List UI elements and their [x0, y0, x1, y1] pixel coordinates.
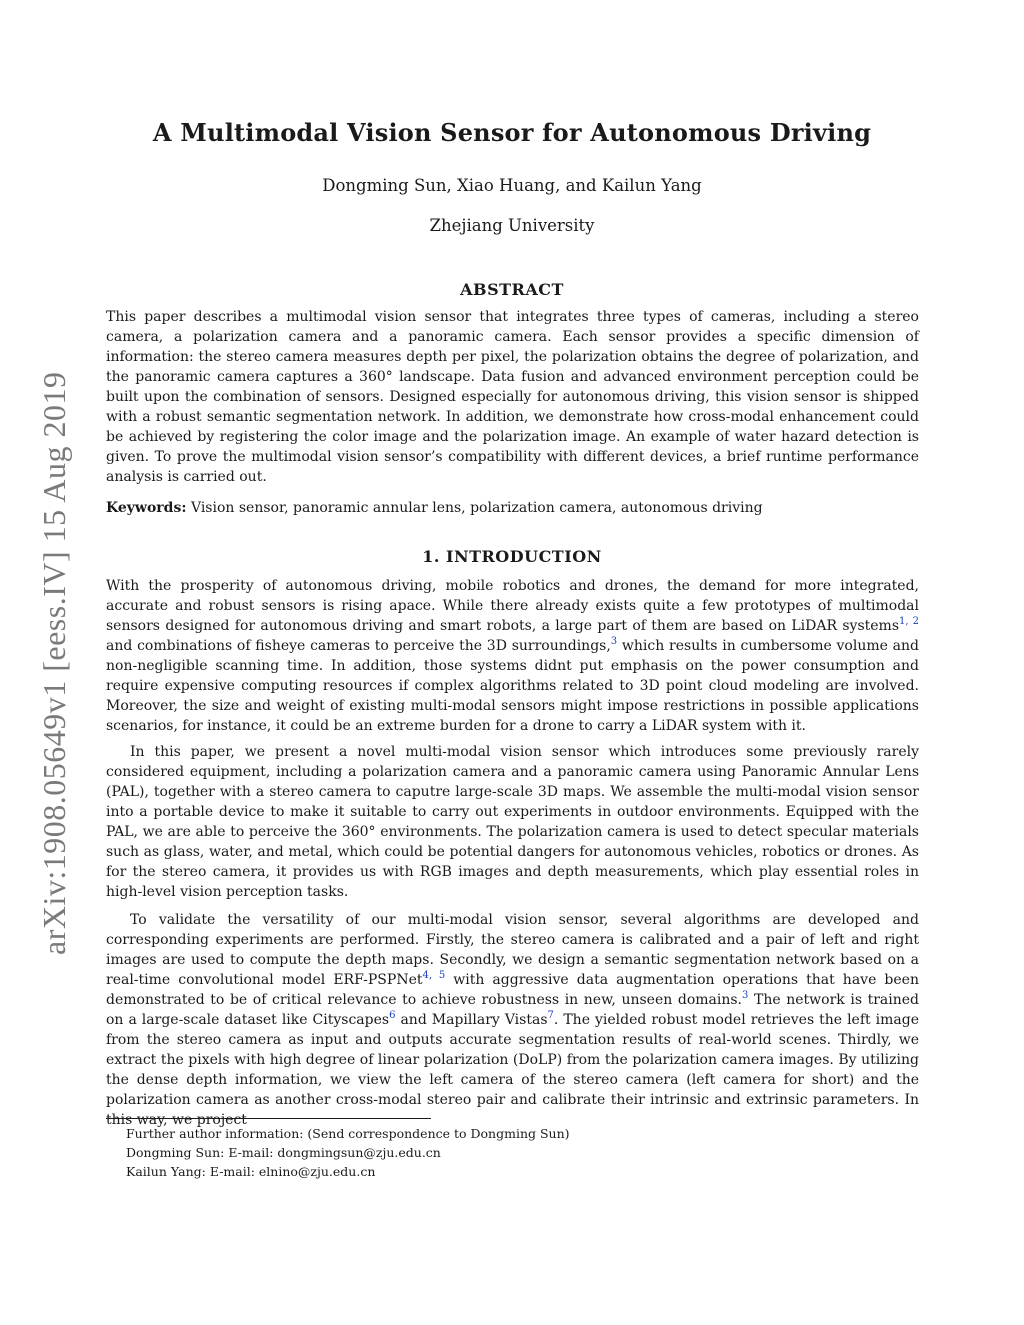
footnote-line: Further author information: (Send correspondence to Dongming Sun): [126, 1126, 570, 1141]
citation-link[interactable]: 6: [389, 1010, 396, 1021]
citation-link[interactable]: 4, 5: [422, 970, 446, 981]
footnote-divider: [106, 1118, 431, 1119]
keywords-label: Keywords:: [106, 500, 187, 516]
intro-paragraph-3: To validate the versatility of our multi-modal vision sensor, several algorithms are developed and corresponding experiments are performed. Firstly, the stereo camera is calibrated and a pair of left and right images are used to compute the depth maps. Secondly, we design a semantic segmentation network based on a real-time convolutional model ERF-PSPNet$^{4, 5}$ with aggressive data augmentation operations that have been demonstrated to be of critical relevance to achieve robustness in new, unseen domains.$^3$ The network is trained on a large-scale dataset like Cityscapes$^6$ and Mapillary Vistas$^7$. The yielded robust model retrieves the left image from the stereo camera as input and outputs accurate segmentation results of real-world scenes. Thirdly, we extract the pixels with high degree of linear polarization (DoLP) from the polarization camera images. By utilizing the dense depth information, we view the left camera of the stereo camera (left camera for short) and the polarization camera as another cross-modal stereo pair and calibrate their intrinsic and extrinsic parameters. In this way, we project: [106, 912, 920, 1128]
introduction-heading: 1. INTRODUCTION: [422, 547, 602, 566]
citation-link[interactable]: 7: [547, 1010, 554, 1021]
author-list: Dongming Sun, Xiao Huang, and Kailun Yang: [322, 176, 702, 195]
footnotes: [126, 1124, 570, 1181]
keywords: [106, 498, 919, 518]
abstract-text: This paper describes a multimodal vision sensor that integrates three types of cameras, including a stereo camera, a polarization camera and a panoramic camera. Each sensor provides a specific dimension of information: the stereo camera measures depth per pixel, the polarization obtains the degree of polarization, and the panoramic camera captures a 360° landscape. Data fusion and advanced environment perception could be built upon the combination of sensors. Designed especially for autonomous driving, this vision sensor is shipped with a robust semantic segmentation network. In addition, we demonstrate how cross-modal enhancement could be achieved by registering the color image and the polarization image. An example of water hazard detection is given. To prove the multimodal vision sensor’s compatibility with different devices, a brief runtime performance analysis is carried out.: [106, 309, 919, 485]
citation-link[interactable]: 1, 2: [899, 616, 919, 627]
intro-paragraph-1: With the prosperity of autonomous driving, mobile robotics and drones, the demand for more integrated, accurate and robust sensors is rising apace. While there already exists quite a few prototypes of multimodal sensors designed for autonomous driving and smart robots, a large part of them are based on LiDAR systems$^{1, 2}$ and combinations of fisheye cameras to perceive the 3D surroundings,$^3$ which results in cumbersome volume and non-negligible scanning time. In addition, those systems didnt put emphasis on the power consumption and require expensive computing resources if complex algorithms related to 3D point cloud modeling are involved. Moreover, the size and weight of existing multi-modal sensors might impose restrictions in possible applications scenarios, for instance, it could be an extreme burden for a drone to carry a LiDAR system with it.: [106, 578, 919, 734]
abstract-heading: ABSTRACT: [460, 280, 564, 299]
citation-link[interactable]: 3: [610, 636, 618, 647]
footnote-line: Dongming Sun: E-mail: dongmingsun@zju.edu.cn: [126, 1145, 441, 1160]
citation-link[interactable]: 3: [742, 990, 749, 1001]
keywords-text: Vision sensor, panoramic annular lens, polarization camera, autonomous driving: [190, 500, 763, 516]
intro-paragraph-2: In this paper, we present a novel multi-modal vision sensor which introduces some previously rarely considered equipment, including a polarization camera and a panoramic camera using Panoramic Annular Lens (PAL), together with a stereo camera to caputre large-scale 3D maps. We assemble the multi-modal vision sensor into a portable device to make it suitable to carry out experiments in outdoor environments. Equipped with the PAL, we are able to perceive the 360° environments. The polarization camera is used to detect specular materials such as glass, water, and metal, which could be potential dangers for autonomous vehicles, robotics or drones. As for the stereo camera, it provides us with RGB images and depth measurements, which play essential roles in high-level vision perception tasks.: [106, 744, 919, 900]
footnote-line: Kailun Yang: E-mail: elnino@zju.edu.cn: [126, 1164, 376, 1179]
affiliation: Zhejiang University: [429, 216, 595, 235]
arxiv-identifier-stamp: arXiv:1908.05649v1 [eess.IV] 15 Aug 2019: [36, 371, 72, 955]
paper-title: A Multimodal Vision Sensor for Autonomous Driving: [152, 118, 872, 147]
